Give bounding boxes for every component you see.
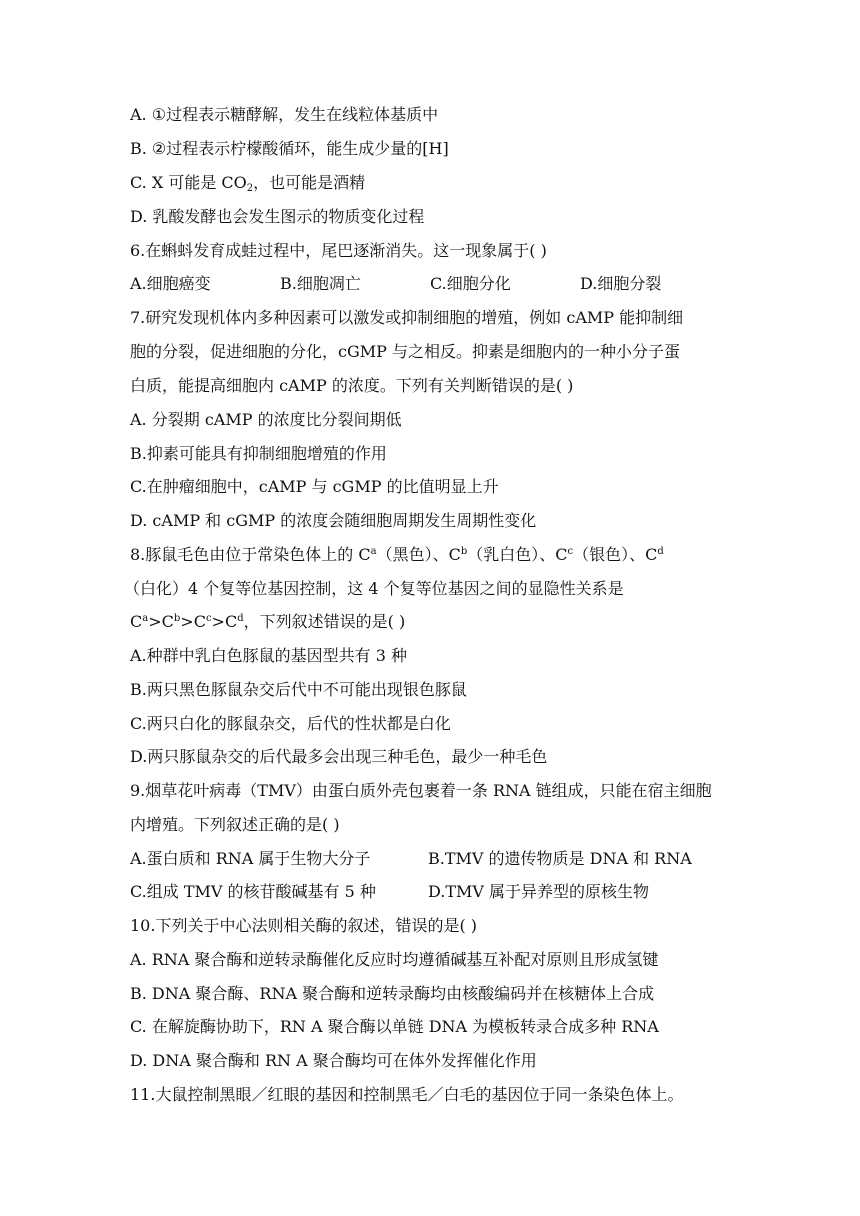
- q10-option-b: B. DNA 聚合酶、RNA 聚合酶和逆转录酶均由核酸编码并在核糖体上合成: [130, 984, 655, 1003]
- q8-stem-line3: $C^a>C^b>C^c>C^d$，下列叙述错误的是( ): [130, 612, 406, 631]
- q7-option-b: B.抑素可能具有抑制细胞增殖的作用: [130, 444, 387, 463]
- q6-option-b: B.细胞凋亡: [280, 274, 361, 293]
- q9-option-a: A.蛋白质和 RNA 属于生物大分子: [130, 849, 371, 868]
- q7-stem-line2: 胞的分裂，促进细胞的分化，cGMP 与之相反。抑素是细胞内的一种小分子蛋: [130, 342, 680, 361]
- q10-option-a: A. RNA 聚合酶和逆转录酶催化反应时均遵循碱基互补配对原则且形成氢键: [130, 950, 659, 969]
- q8-stem-line1: 8.豚鼠毛色由位于常染色体上的 $C^a$（黑色）、$C^b$（乳白色）、$C^c$（银色）、$C^d$: [130, 545, 664, 564]
- q6-stem: 6.在蝌蚪发育成蛙过程中，尾巴逐渐消失。这一现象属于( ): [130, 241, 547, 260]
- q5-option-d: D. 乳酸发酵也会发生图示的物质变化过程: [130, 207, 425, 226]
- q6-option-a: A.细胞癌变: [130, 274, 211, 293]
- q8-option-c: C.两只白化的豚鼠杂交，后代的性状都是白化: [130, 714, 451, 733]
- q10-option-c: C. 在解旋酶协助下，RN A 聚合酶以单链 DNA 为模板转录合成多种 RNA: [130, 1017, 659, 1036]
- q11-stem: 11.大鼠控制黑眼／红眼的基因和控制黑毛／白毛的基因位于同一条染色体上。: [130, 1085, 684, 1104]
- q8-option-b: B.两只黑色豚鼠杂交后代中不可能出现银色豚鼠: [130, 680, 467, 699]
- q5-option-b: B. ②过程表示柠檬酸循环，能生成少量的[H]: [130, 139, 449, 158]
- q5-option-a: A. ①过程表示糖酵解，发生在线粒体基质中: [130, 105, 439, 124]
- q5-option-c: C. X 可能是 $CO_2$，也可能是酒精: [130, 173, 366, 194]
- q10-stem: 10.下列关于中心法则相关酶的叙述，错误的是( ): [130, 916, 478, 935]
- q7-stem-line1: 7.研究发现机体内多种因素可以激发或抑制细胞的增殖，例如 cAMP 能抑制细: [130, 308, 684, 327]
- q6-option-c: C.细胞分化: [430, 274, 511, 293]
- q9-stem-line2: 内增殖。下列叙述正确的是( ): [130, 815, 340, 834]
- q7-option-c: C.在肿瘤细胞中，cAMP 与 cGMP 的比值明显上升: [130, 477, 499, 496]
- q9-option-d: D.TMV 属于异养型的原核生物: [428, 882, 650, 901]
- q7-stem-line3: 白质，能提高细胞内 cAMP 的浓度。下列有关判断错误的是( ): [130, 376, 574, 395]
- q8-stem-line2: （白化）4 个复等位基因控制，这 4 个复等位基因之间的显隐性关系是: [124, 579, 624, 598]
- q7-option-d: D. cAMP 和 cGMP 的浓度会随细胞周期发生周期性变化: [130, 511, 537, 530]
- q6-option-d: D.细胞分裂: [580, 274, 662, 293]
- q9-stem-line1: 9.烟草花叶病毒（TMV）由蛋白质外壳包裹着一条 RNA 链组成，只能在宿主细胞: [130, 781, 712, 800]
- q9-option-b: B.TMV 的遗传物质是 DNA 和 RNA: [428, 849, 692, 868]
- q8-option-a: A.种群中乳白色豚鼠的基因型共有 3 种: [130, 646, 407, 665]
- q10-option-d: D. DNA 聚合酶和 RN A 聚合酶均可在体外发挥催化作用: [130, 1051, 537, 1070]
- q9-option-c: C.组成 TMV 的核苷酸碱基有 5 种: [130, 882, 376, 901]
- q7-option-a: A. 分裂期 cAMP 的浓度比分裂间期低: [130, 410, 402, 429]
- q8-option-d: D.两只豚鼠杂交的后代最多会出现三种毛色，最少一种毛色: [130, 747, 548, 766]
